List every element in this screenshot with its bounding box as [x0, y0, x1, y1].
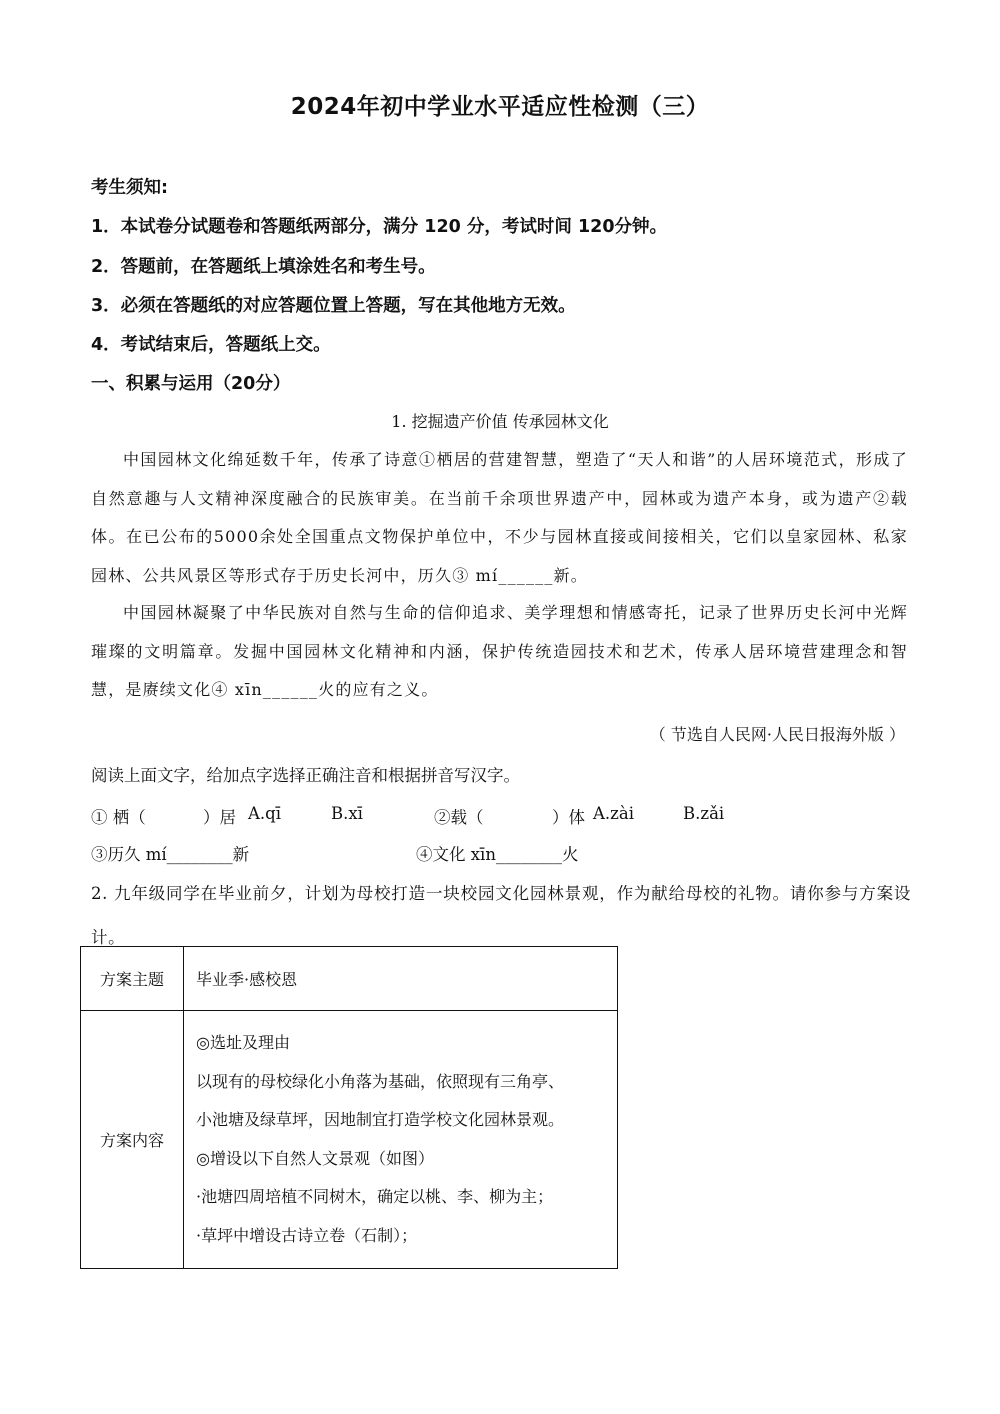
question-2-text: 2. 九年级同学在毕业前夕，计划为母校打造一块校园文化园林景观，作为献给母校的礼物。请你参与方案设计。: [91, 884, 911, 947]
q2-prompt: ②载（: [434, 808, 484, 827]
q2-option-b: B.zǎi: [683, 804, 725, 823]
notice-heading: 考生须知:: [91, 178, 168, 198]
passage-source: （ 节选自人民网·人民日报海外版 ）: [649, 725, 905, 744]
notice-item-1: 1．本试卷分试题卷和答题纸两部分，满分 120 分，考试时间 120分钟。: [91, 217, 668, 237]
passage-title: 1. 挖掘遗产价值 传承园林文化: [391, 412, 609, 431]
q1-prompt: ① 栖（: [91, 808, 146, 827]
plan-content-cell: [184, 1011, 618, 1269]
plan-content-label: 方案内容: [81, 1011, 184, 1269]
q1-prompt-end: ）居: [203, 808, 236, 827]
section-heading: 一、积累与运用（20分）: [91, 374, 291, 394]
q1-option-b: B.xī: [331, 804, 363, 823]
question-instruction: 阅读上面文字，给加点字选择正确注音和根据拼音写汉字。: [91, 766, 520, 785]
passage-paragraph-2: 中国园林凝聚了中华民族对自然与生命的信仰追求、美学理想和情感寄托，记录了世界历史长河中光辉璀璨的文明篇章。发掘中国园林文化精神和内涵，保护传统造园技术和艺术，传承人居环境营建理念和智慧，是赓续文化④ xīn______火的应有之义。: [91, 603, 908, 699]
plan-theme-value: 毕业季·感校恩: [184, 947, 618, 1011]
notice-item-4: 4．考试结束后，答题纸上交。: [91, 335, 331, 355]
plan-table: [80, 946, 618, 1269]
plan-content-line: ◎选址及理由: [196, 1033, 290, 1052]
table-row: [81, 1011, 618, 1269]
passage-paragraph-1: 中国园林文化绵延数千年，传承了诗意①栖居的营建智慧，塑造了“天人和谐”的人居环境范式，形成了自然意趣与人文精神深度融合的民族审美。在当前千余项世界遗产中，园林或为遗产本身，或为遗产②载体。在已公布的5000余处全国重点文物保护单位中，不少与园林直接或间接相关，它们以皇家园林、私家园林、公共风景区等形式存于历史长河中，历久③ mí______新。: [91, 450, 908, 585]
q4-prompt: ④文化 xīn________火: [416, 845, 579, 864]
plan-content-line: 小池塘及绿草坪，因地制宜打造学校文化园林景观。: [196, 1110, 565, 1129]
plan-content-line: ·池塘四周培植不同树木，确定以桃、李、柳为主；: [196, 1187, 554, 1206]
plan-content-line: ·草坪中增设古诗立卷（石制）；: [196, 1225, 418, 1245]
notice-item-2: 2．答题前，在答题纸上填涂姓名和考生号。: [91, 257, 436, 277]
q1-option-a: A.qī: [248, 804, 281, 823]
notice-item-3: 3．必须在答题纸的对应答题位置上答题，写在其他地方无效。: [91, 296, 576, 316]
q3-prompt: ③历久 mí________新: [91, 845, 250, 864]
plan-content-lines: [196, 1024, 616, 1255]
plan-content-line: 以现有的母校绿化小角落为基础，依照现有三角亭、: [196, 1071, 565, 1091]
table-row: [81, 947, 618, 1011]
plan-content-line: ◎增设以下自然人文景观（如图）: [196, 1148, 434, 1168]
q2-option-a: A.zài: [593, 804, 634, 823]
q2-prompt-end: ）体: [552, 808, 585, 827]
plan-theme-label: 方案主题: [81, 947, 184, 1011]
page-title: 2024年初中学业水平适应性检测（三）: [290, 94, 710, 120]
